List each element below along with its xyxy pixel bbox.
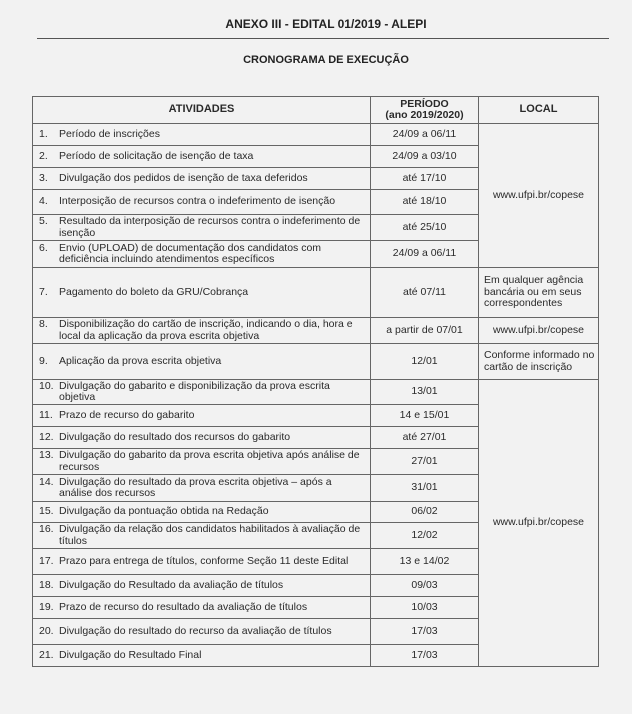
period-cell: até 07/11 <box>371 268 479 318</box>
period-cell: até 27/01 <box>371 427 479 449</box>
period-cell: até 25/10 <box>371 215 479 241</box>
activity-cell <box>33 146 371 168</box>
activity-number: 7. <box>39 285 48 298</box>
activity-content <box>33 602 370 614</box>
header-activities: ATIVIDADES <box>33 97 371 124</box>
title-divider <box>37 38 609 39</box>
activity-number: 11. <box>39 408 53 421</box>
location-cell: www.ufpi.br/copese <box>479 124 599 268</box>
header-location: LOCAL <box>479 97 599 124</box>
activity-content <box>33 243 370 266</box>
activity-text: Divulgação da relação dos candidatos habilitados à avaliação de títulos <box>59 523 361 547</box>
activity-content <box>33 356 370 368</box>
location-cell: www.ufpi.br/copese <box>479 318 599 344</box>
activity-number: 1. <box>39 127 48 140</box>
activity-cell <box>33 502 371 523</box>
activity-text: Divulgação do resultado do recurso da avaliação de títulos <box>59 624 332 637</box>
activity-cell <box>33 168 371 190</box>
table-row <box>33 268 599 318</box>
header-period-line1: PERÍODO <box>400 98 449 110</box>
table-header-row <box>33 97 599 124</box>
activity-text: Divulgação dos pedidos de isenção de taxa deferidos <box>59 171 308 184</box>
activity-text: Envio (UPLOAD) de documentação dos candidatos com deficiência incluindo atendimentos específicos <box>59 241 322 265</box>
activity-text: Pagamento do boleto da GRU/Cobrança <box>59 285 249 298</box>
document-subtitle: CRONOGRAMA DE EXECUÇÃO <box>243 54 409 66</box>
activity-cell <box>33 645 371 667</box>
period-cell: 24/09 a 03/10 <box>371 146 479 168</box>
activity-content <box>33 650 370 662</box>
activity-text: Divulgação do Resultado Final <box>59 648 202 661</box>
activity-number: 9. <box>39 354 48 367</box>
activity-content <box>33 287 370 299</box>
activity-cell <box>33 549 371 575</box>
period-cell: até 17/10 <box>371 168 479 190</box>
location-cell: www.ufpi.br/copese <box>479 380 599 667</box>
activity-cell <box>33 405 371 427</box>
header-period-line2: (ano 2019/2020) <box>385 109 464 121</box>
activity-text: Resultado da interposição de recursos contra o indeferimento de isenção <box>59 215 361 239</box>
period-cell: 12/02 <box>371 523 479 549</box>
activity-content <box>33 319 370 342</box>
activity-cell <box>33 449 371 475</box>
period-cell: 27/01 <box>371 449 479 475</box>
activity-text: Período de solicitação de isenção de taxa <box>59 149 254 162</box>
activity-number: 4. <box>39 195 48 208</box>
activity-cell <box>33 344 371 380</box>
activity-text: Divulgação do resultado da prova escrita objetiva – após a análise dos recursos <box>59 475 332 499</box>
activity-content <box>33 381 370 404</box>
activity-number: 20. <box>39 624 54 637</box>
period-cell: 12/01 <box>371 344 479 380</box>
period-cell: 24/09 a 06/11 <box>371 124 479 146</box>
activity-number: 14. <box>39 475 54 488</box>
table-row <box>33 124 599 146</box>
activity-text: Prazo de recurso do gabarito <box>59 408 195 421</box>
activity-number: 5. <box>39 215 48 227</box>
activity-cell <box>33 318 371 344</box>
period-cell: 17/03 <box>371 645 479 667</box>
activity-content <box>33 216 370 239</box>
activity-content <box>33 173 370 185</box>
period-cell: 13 e 14/02 <box>371 549 479 575</box>
activity-content <box>33 432 370 444</box>
table-row <box>33 344 599 380</box>
activity-content <box>33 506 370 518</box>
period-cell: 09/03 <box>371 575 479 597</box>
period-cell: 10/03 <box>371 597 479 619</box>
activity-number: 18. <box>39 578 54 591</box>
activity-content <box>33 450 370 473</box>
activity-text: Divulgação do gabarito da prova escrita objetiva após análise de recursos <box>59 449 360 473</box>
activity-text: Divulgação da pontuação obtida na Redação <box>59 505 269 518</box>
location-cell: Em qualquer agência bancária ou em seus correspondentes <box>479 268 599 318</box>
table-row <box>33 380 599 405</box>
activity-cell <box>33 268 371 318</box>
activity-text: Aplicação da prova escrita objetiva <box>59 354 222 367</box>
activity-cell <box>33 215 371 241</box>
activity-text: Disponibilização do cartão de inscrição, indicando o dia, hora e local da aplicação da prova escrita objetiva <box>59 318 353 342</box>
activity-text: Divulgação do gabarito e disponibilização da prova escrita objetiva <box>59 379 330 403</box>
period-cell: 31/01 <box>371 475 479 502</box>
activity-number: 3. <box>39 171 48 184</box>
activity-text: Prazo de recurso do resultado da avaliação de títulos <box>59 600 308 613</box>
activity-text: Divulgação do Resultado da avaliação de títulos <box>59 578 284 591</box>
activity-cell <box>33 241 371 268</box>
activity-content <box>33 626 370 638</box>
period-cell: 13/01 <box>371 380 479 405</box>
activity-cell <box>33 619 371 645</box>
activity-number: 10. <box>39 379 54 392</box>
activity-content <box>33 524 370 547</box>
activity-number: 16. <box>39 523 54 535</box>
activity-cell <box>33 597 371 619</box>
activity-content <box>33 556 370 568</box>
period-cell: até 18/10 <box>371 190 479 215</box>
activity-cell <box>33 475 371 502</box>
activity-cell <box>33 427 371 449</box>
activity-number: 6. <box>39 241 48 254</box>
activity-cell <box>33 380 371 405</box>
activity-text: Interposição de recursos contra o indeferimento de isenção <box>59 195 336 208</box>
activity-text: Período de inscrições <box>59 127 160 140</box>
schedule-table <box>32 96 599 667</box>
activity-cell <box>33 523 371 549</box>
period-cell: 14 e 15/01 <box>371 405 479 427</box>
period-cell: 17/03 <box>371 619 479 645</box>
header-period <box>371 97 479 124</box>
activity-content <box>33 410 370 422</box>
table-row <box>33 318 599 344</box>
activity-cell <box>33 124 371 146</box>
activity-content <box>33 580 370 592</box>
location-cell: Conforme informado no cartão de inscrição <box>479 344 599 380</box>
activity-content <box>33 129 370 141</box>
period-cell: 24/09 a 06/11 <box>371 241 479 268</box>
activity-cell <box>33 190 371 215</box>
activity-content <box>33 477 370 500</box>
activity-number: 17. <box>39 554 54 567</box>
activity-content <box>33 151 370 163</box>
activity-number: 12. <box>39 430 54 443</box>
activity-number: 2. <box>39 149 48 162</box>
period-cell: 06/02 <box>371 502 479 523</box>
activity-cell <box>33 575 371 597</box>
activity-number: 15. <box>39 505 54 518</box>
activity-text: Prazo para entrega de títulos, conforme Seção 11 deste Edital <box>59 554 349 567</box>
activity-number: 13. <box>39 449 54 461</box>
activity-number: 19. <box>39 600 54 613</box>
activity-number: 8. <box>39 318 48 330</box>
document-title: ANEXO III - EDITAL 01/2019 - ALEPI <box>225 17 427 31</box>
activity-number: 21. <box>39 648 54 661</box>
activity-content <box>33 196 370 208</box>
activity-text: Divulgação do resultado dos recursos do gabarito <box>59 430 291 443</box>
period-cell: a partir de 07/01 <box>371 318 479 344</box>
